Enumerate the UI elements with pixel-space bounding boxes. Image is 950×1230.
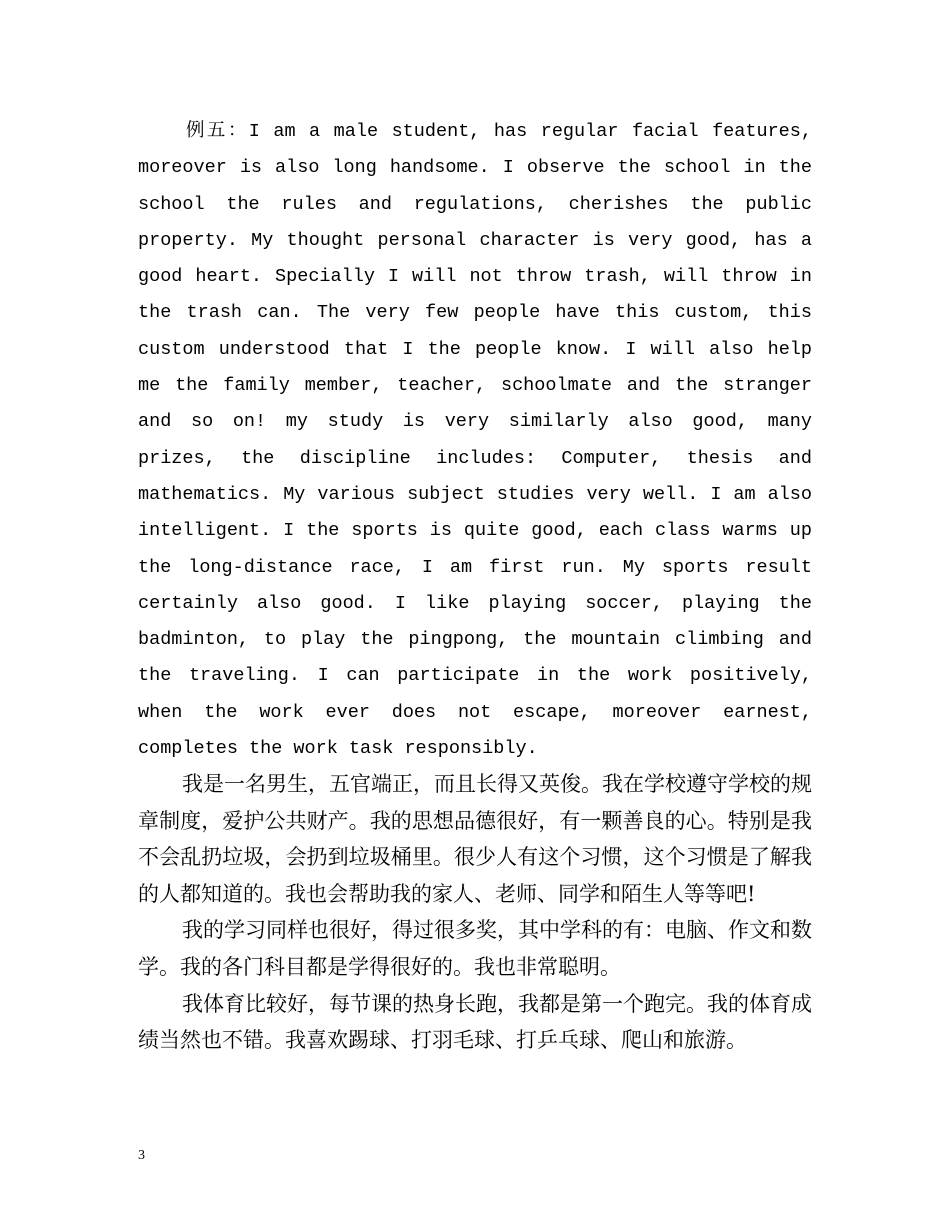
english-paragraph: 例五：I am a male student, has regular facial features, moreover is also long handsome. I observe the school in the school the rules and regulations, cherishes the public property. My thought personal character is very good, has a good heart. Specially I will not throw trash, will throw in the trash can. The very few people have this custom, this custom understood that I the people know. I will also help me the family member, teacher, schoolmate and the stranger and so on! my study is very similarly also good, many prizes, the discipline includes: Computer, thesis and mathematics. My various subject studies very well. I am also intelligent. I the sports is quite good, each class warms up the long-distance race, I am first run. My sports result certainly also good. I like playing soccer, playing the badminton, to play the pingpong, the mountain climbing and the traveling. I can participate in the work positively, when the work ever does not escape, moreover earnest, completes the work task responsibly. <box>138 121 812 760</box>
chinese-paragraph-1: 我是一名男生，五官端正，而且长得又英俊。我在学校遵守学校的规章制度，爱护公共财产。我的思想品德很好，有一颗善良的心。特别是我不会乱扔垃圾，会扔到垃圾桶里。很少人有这个习惯，这个习惯是了解我的人都知道的。我也会帮助我的家人、老师、同学和陌生人等等吧! <box>138 772 812 906</box>
page-number: 3 <box>138 1148 145 1163</box>
chinese-text-block <box>138 766 812 1059</box>
chinese-paragraph-2: 我的学习同样也很好，得过很多奖，其中学科的有：电脑、作文和数学。我的各门科目都是学得很好的。我也非常聪明。 <box>138 918 812 979</box>
chinese-paragraph-3: 我体育比较好，每节课的热身长跑，我都是第一个跑完。我的体育成绩当然也不错。我喜欢踢球、打羽毛球、打乒乓球、爬山和旅游。 <box>138 991 812 1053</box>
